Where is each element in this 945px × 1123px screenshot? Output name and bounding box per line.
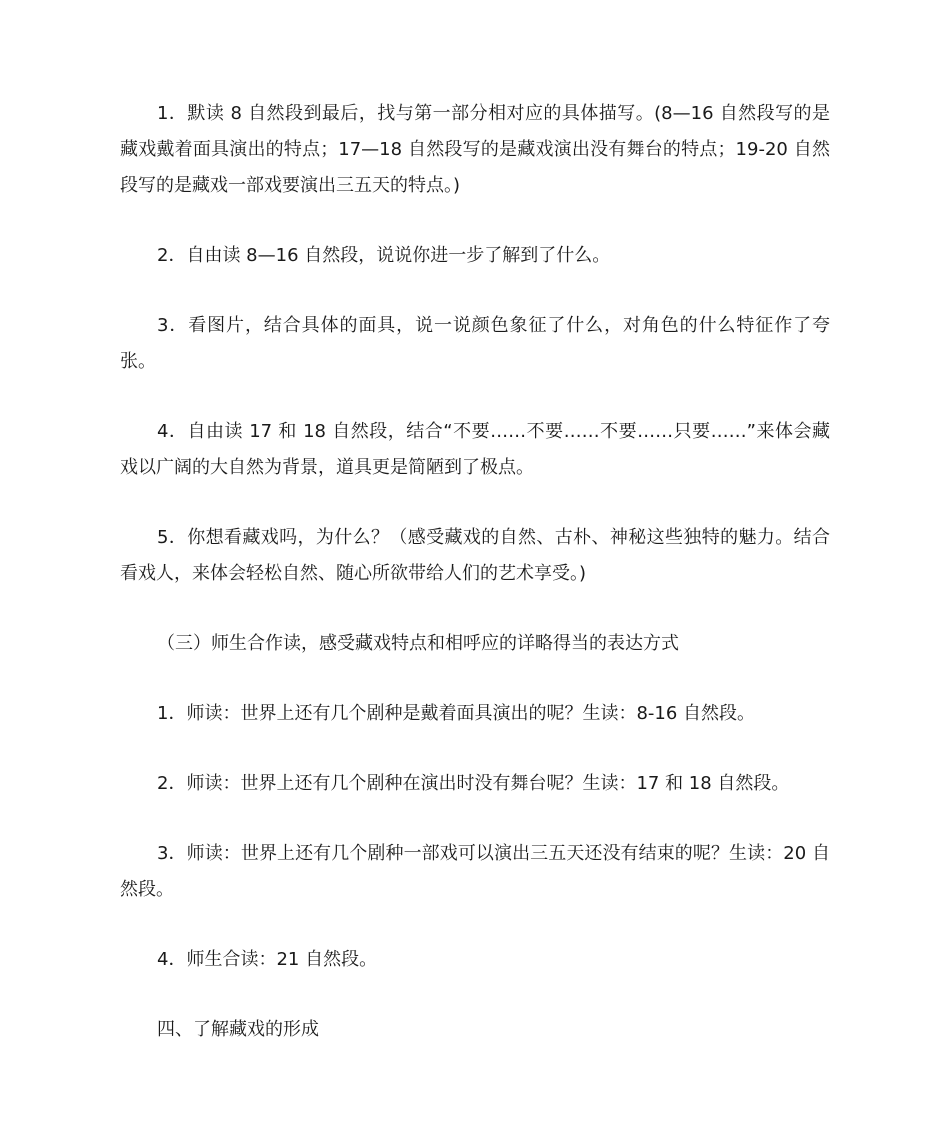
paragraph-step-4: 4．自由读 17 和 18 自然段，结合“不要……不要……不要……只要……”来体会藏戏以广阔的大自然为背景，道具更是简陋到了极点。 — [120, 421, 830, 478]
paragraph-step-5: 5．你想看藏戏吗，为什么？（感受藏戏的自然、古朴、神秘这些独特的魅力。结合看戏人，来体会轻松自然、随心所欲带给人们的艺术享受。) — [120, 527, 830, 584]
paragraph-step-3: 3．看图片，结合具体的面具，说一说颜色象征了什么，对角色的什么特征作了夸张。 — [120, 315, 830, 372]
paragraph-read-2: 2．师读：世界上还有几个剧种在演出时没有舞台呢？生读：17 和 18 自然段。 — [157, 773, 790, 794]
paragraph-step-2: 2．自由读 8—16 自然段，说说你进一步了解到了什么。 — [157, 245, 611, 266]
paragraph-read-3: 3．师读：世界上还有几个剧种一部戏可以演出三五天还没有结束的呢？生读：20 自然段。 — [120, 843, 830, 900]
paragraph-read-1: 1．师读：世界上还有几个剧种是戴着面具演出的呢？生读：8-16 自然段。 — [157, 703, 756, 724]
section-heading-four: 四、了解藏戏的形成 — [157, 1019, 319, 1040]
paragraph-read-4: 4．师生合读：21 自然段。 — [157, 949, 378, 970]
paragraph-step-1: 1．默读 8 自然段到最后，找与第一部分相对应的具体描写。(8—16 自然段写的是藏戏戴着面具演出的特点；17—18 自然段写的是藏戏演出没有舞台的特点；19-20 自然段写的是藏戏一部戏要演出三五天的特点。) — [120, 103, 830, 196]
document-body — [120, 96, 830, 1082]
section-heading-three: （三）师生合作读，感受藏戏特点和相呼应的详略得当的表达方式 — [157, 633, 679, 654]
